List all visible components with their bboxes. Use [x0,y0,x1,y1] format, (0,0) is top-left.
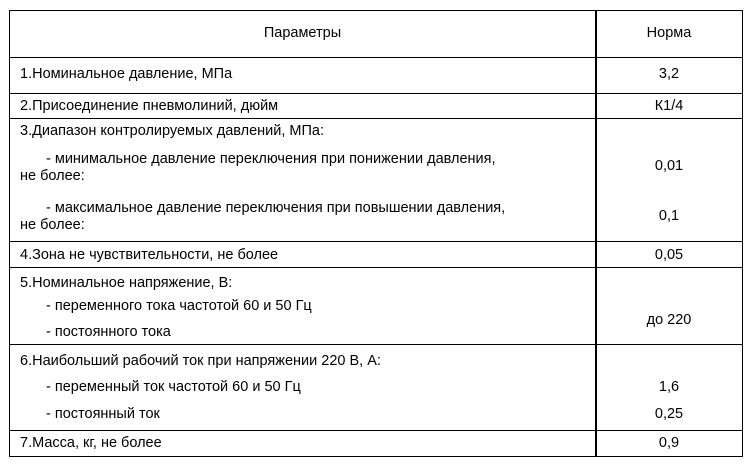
row-value: 0,9 [658,435,680,451]
table-row [10,268,742,345]
table-row [10,94,742,119]
row-label: 6.Наибольший рабочий ток при напряжении 220 В, А: [20,353,381,369]
row-sub-line: - максимальное давление переключения при повышении давления, [46,200,506,216]
row-value: 1,6 [658,379,680,395]
table-row [10,345,742,431]
row-label: 4.Зона не чувствительности, не более [20,247,279,263]
row-value: К1/4 [654,98,684,114]
row-label: 3.Диапазон контролируемых давлений, МПа: [20,123,325,139]
row-value: до 220 [646,312,692,328]
table-row [10,242,742,268]
row-label: 5.Номинальное напряжение, В: [20,275,233,291]
table-header-row [10,11,742,58]
row-value: 0,1 [658,208,680,224]
row-sub-line: не более: [20,168,85,184]
row-sub-line: - переменный ток частотой 60 и 50 Гц [46,379,301,395]
row-label: 1.Номинальное давление, МПа [20,66,233,82]
row-sub-line: - постоянного тока [46,324,171,340]
parameters-table [9,10,743,457]
row-label: 2.Присоединение пневмолиний, дюйм [20,98,279,114]
header-parameters: Параметры [263,25,342,41]
row-sub-line: - переменного тока частотой 60 и 50 Гц [46,298,312,314]
row-label: 7.Масса, кг, не более [20,435,162,451]
table-row [10,431,742,456]
table-row [10,119,742,242]
header-norm: Норма [646,25,692,41]
row-value: 0,05 [654,247,684,263]
row-sub-line: - минимальное давление переключения при понижении давления, [46,151,496,167]
row-value: 0,25 [654,406,684,422]
row-value: 3,2 [658,66,680,82]
row-value: 0,01 [654,158,684,174]
row-sub-line: не более: [20,217,85,233]
table-row [10,58,742,94]
row-sub-line: - постоянный ток [46,406,160,422]
